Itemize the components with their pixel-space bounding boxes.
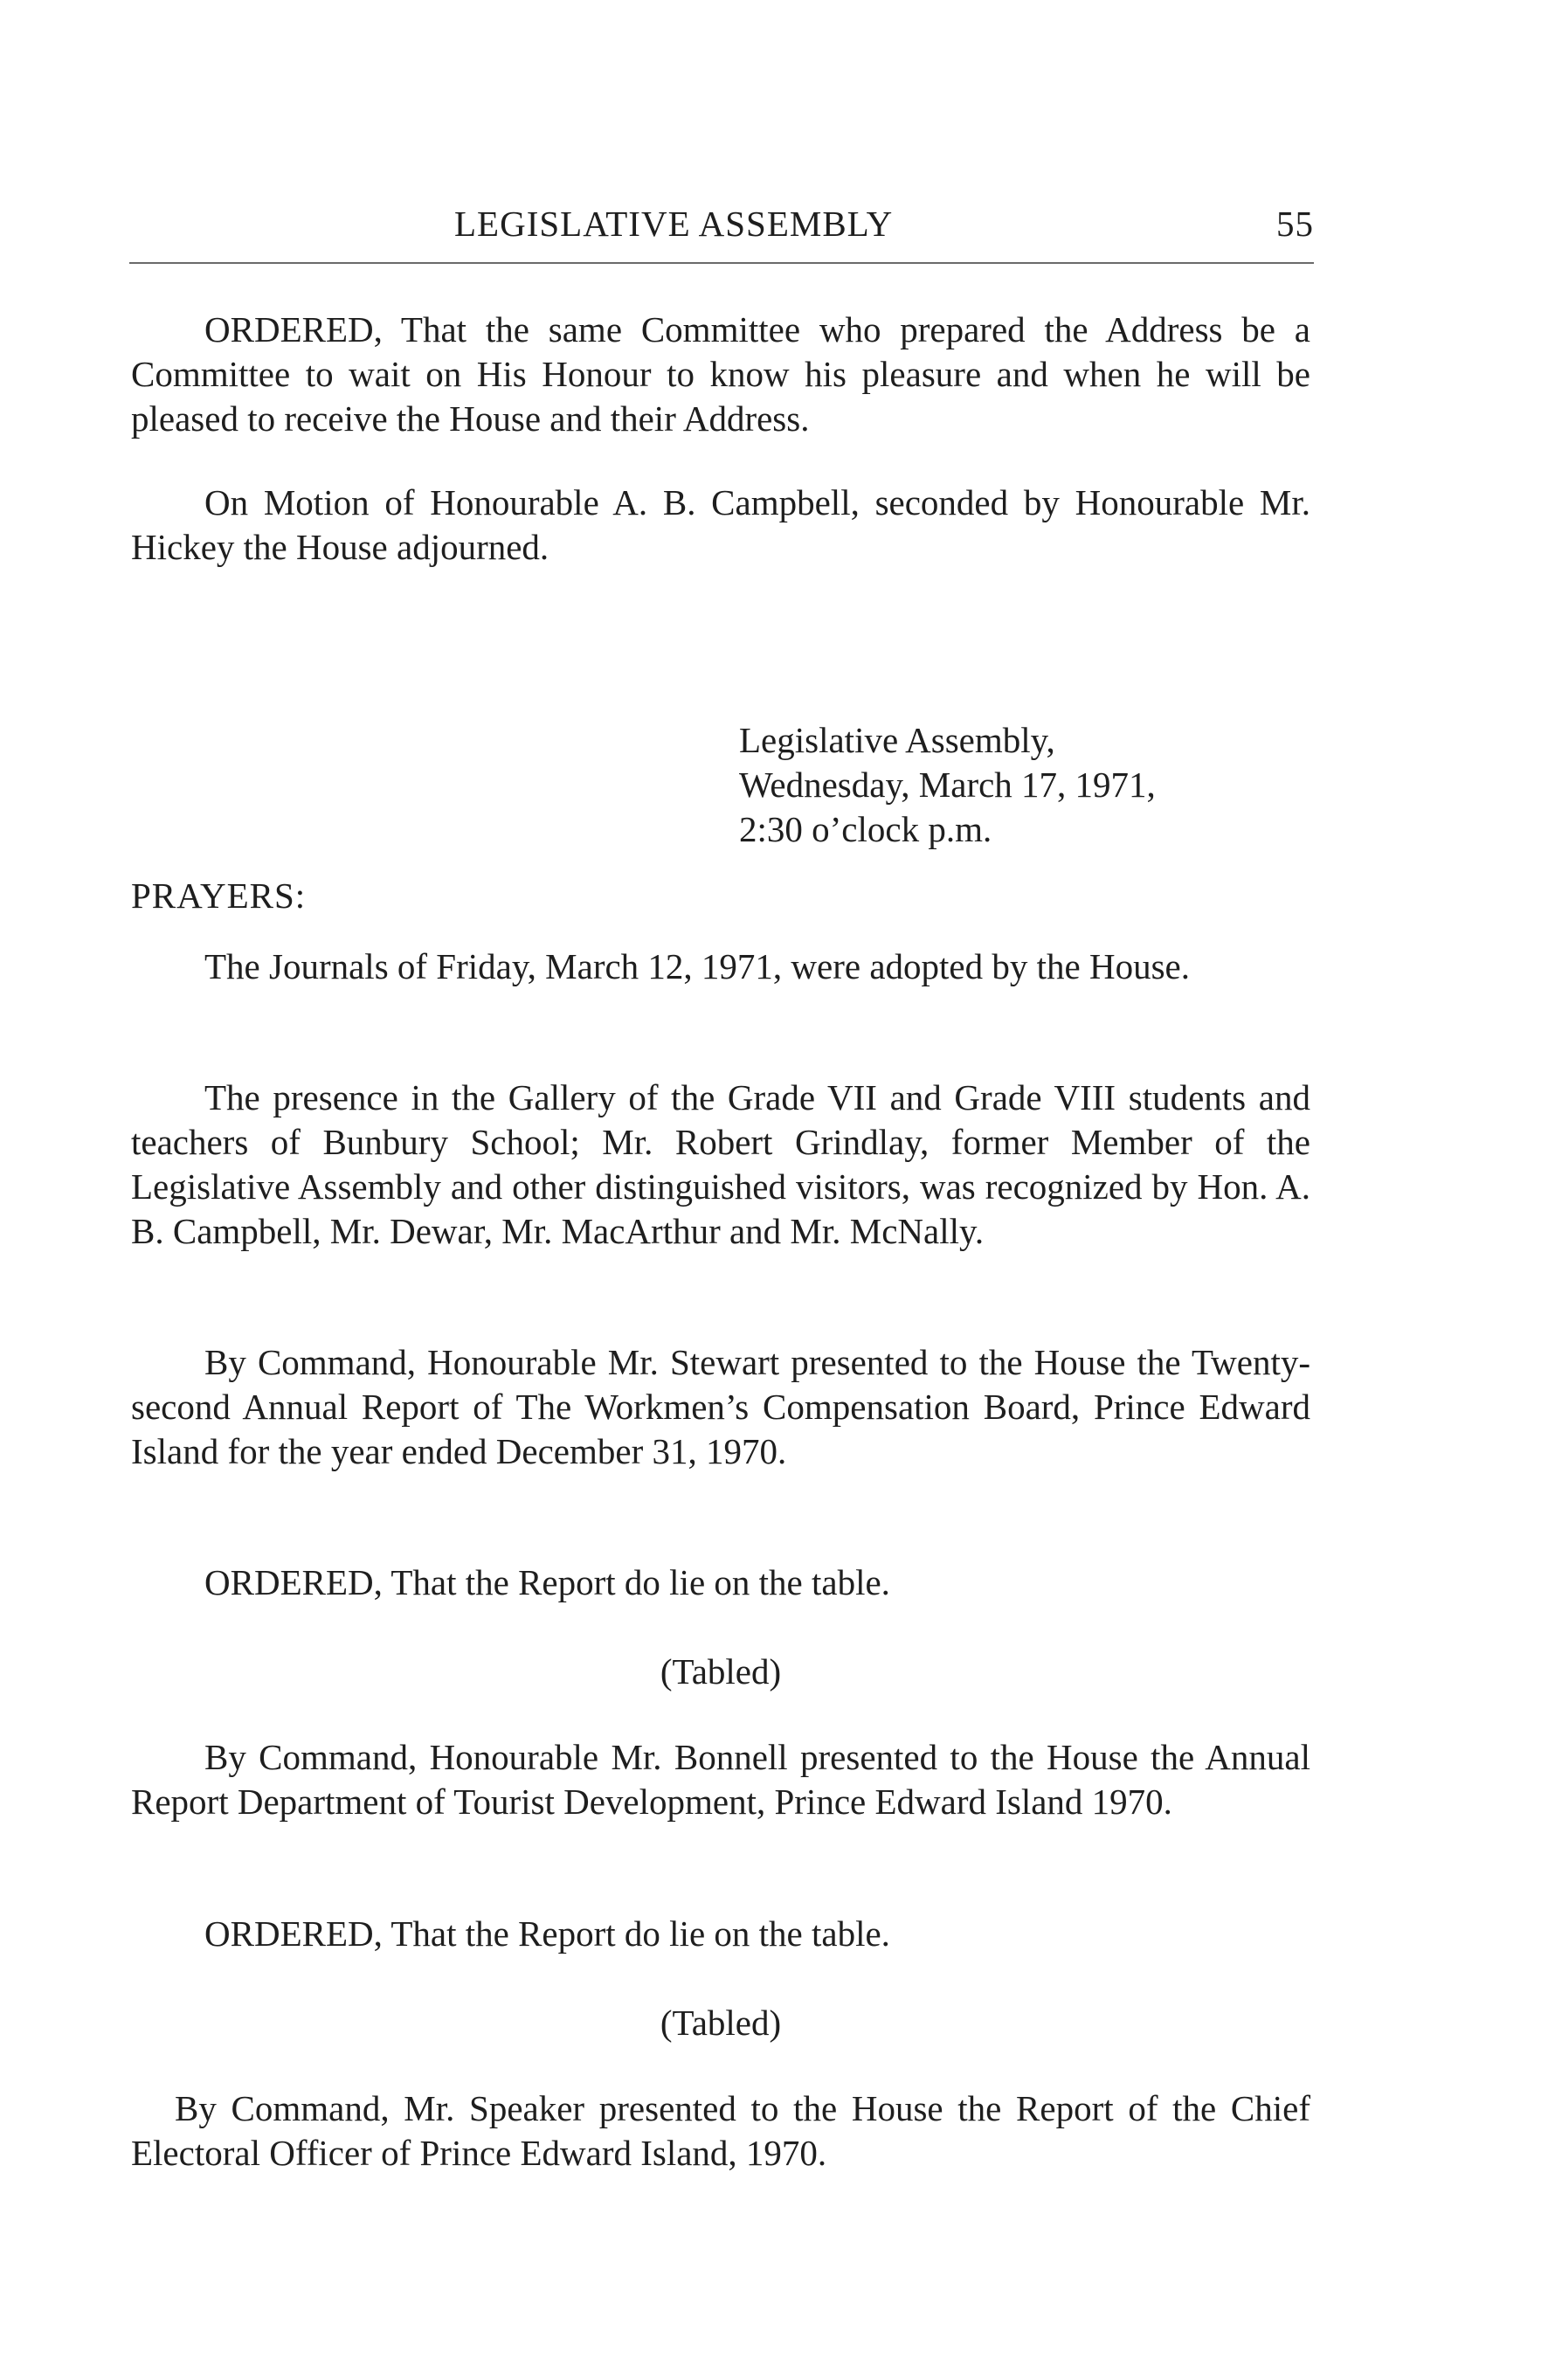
prayers-heading: PRAYERS: — [131, 875, 307, 916]
sitting-dateline — [739, 718, 1156, 852]
tabled-note-2: (Tabled) — [660, 2003, 782, 2043]
tourist-report-paragraph: By Command, Honourable Mr. Bonnell presented to the House the Annual Report Department of Tourist Development, Prince Edward Island 1970. — [131, 1737, 1310, 1822]
ordered-committee-paragraph: ORDERED, That the same Committee who prepared the Address be a Committee to wait on His Honour to know his pleasure and when he will be pleased to receive the House and their Address. — [131, 309, 1310, 439]
sitting-date: Wednesday, March 17, 1971, — [739, 765, 1156, 805]
ordered-table-paragraph-2: ORDERED, That the Report do lie on the table. — [204, 1913, 890, 1954]
adjourned-paragraph: On Motion of Honourable A. B. Campbell, seconded by Honourable Mr. Hickey the House adjourned. — [131, 482, 1310, 567]
gallery-paragraph: The presence in the Gallery of the Grade VII and Grade VIII students and teachers of Bunbury School; Mr. Robert Grindlay, former Member of the Legislative Assembly and other distinguished visitors, was recognized by Hon. A. B. Campbell, Mr. Dewar, Mr. MacArthur and Mr. McNally. — [131, 1077, 1310, 1251]
tabled-note-1: (Tabled) — [660, 1651, 782, 1692]
running-head — [129, 203, 1314, 255]
running-title: LEGISLATIVE ASSEMBLY — [454, 204, 894, 244]
ordered-table-paragraph-1: ORDERED, That the Report do lie on the table. — [204, 1562, 890, 1602]
sitting-assembly: Legislative Assembly, — [739, 720, 1055, 760]
journals-paragraph: The Journals of Friday, March 12, 1971, were adopted by the House. — [204, 946, 1190, 986]
sitting-time: 2:30 o’clock p.m. — [739, 809, 992, 849]
workmens-report-paragraph: By Command, Honourable Mr. Stewart presented to the House the Twenty-second Annual Report of The Workmen’s Compensation Board, Prince Edward Island for the year ended December 31, 1970. — [131, 1342, 1310, 1471]
page-number: 55 — [1276, 204, 1314, 244]
electoral-report-paragraph: By Command, Mr. Speaker presented to the House the Report of the Chief Electoral Officer of Prince Edward Island, 1970. — [131, 2088, 1310, 2173]
header-rule — [129, 262, 1314, 264]
